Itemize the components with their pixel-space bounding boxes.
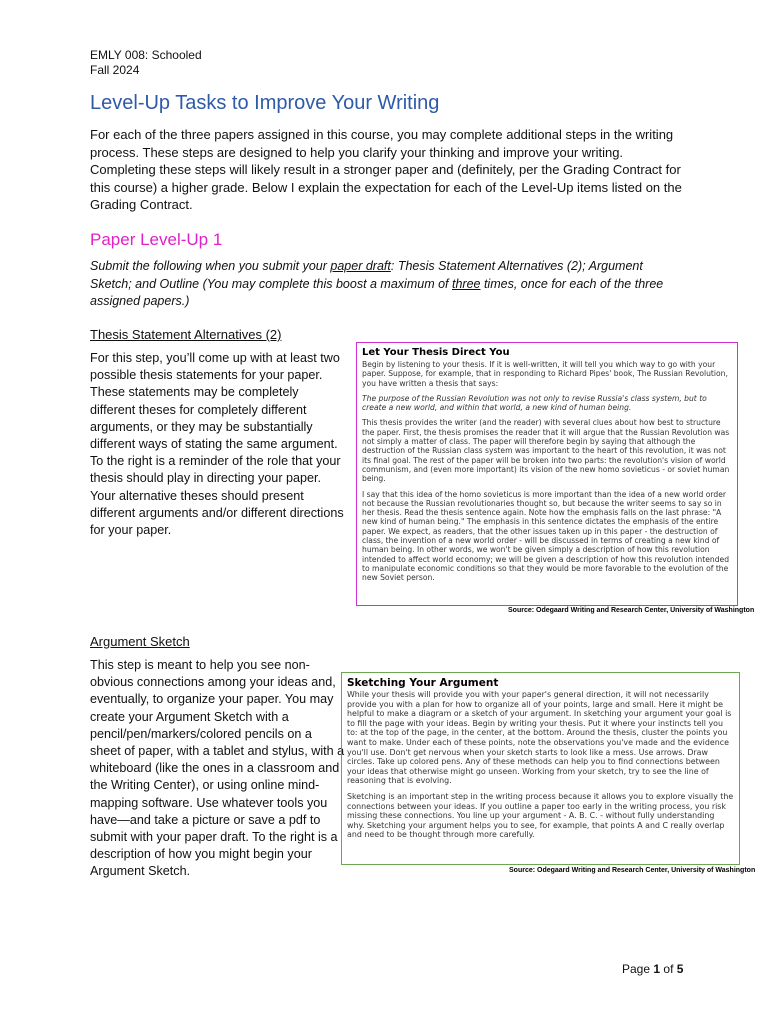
page-number: [622, 962, 683, 976]
sketch-excerpt-paragraph: Sketching is an important step in the writing process because it allows you to explore visually the connections between your ideas. If you outline a paper too early in the writing process, you risk missing these connections. You line up your argument - A. B. C. - without fully understanding why. Sketching your argument helps you to see, for example, that points A and C really overlap and need to be thought through more carefully.: [347, 791, 734, 840]
three-underline: three: [451, 276, 481, 291]
thesis-source-credit: Source: Odegaard Writing and Research Center, University of Washington: [508, 607, 755, 614]
page-total: 5: [676, 962, 684, 976]
thesis-excerpt-quote: The purpose of the Russian Revolution was not only to revise Russia's class system, but to create a new world, and within that world, a new kind of human being.: [362, 393, 707, 413]
submission-note-part: : Thesis Statement Alternatives (2); Argument Sketch; and Outline (You may complete this boost a maximum of: [90, 259, 643, 291]
thesis-section-body: For this step, you’ll come up with at least two possible thesis statements for your paper. These statements may be completely different theses for completely different arguments, or they may be substantially different ways of stating the same argument. To the right is a reminder of the role that your thesis should play in directing your paper. Your alternative theses should present different arguments and/or different directions for your paper.: [90, 351, 344, 538]
course-title: EMLY 008: Schooled: [90, 48, 202, 62]
thesis-excerpt-paragraph: This thesis provides the writer (and the reader) with several clues about how best to structure the paper. First, the thesis promises the reader that it will argue that the Russian Revolution was not simply a matter of class. The paper will therefore begin by saying that although the destruction of the Russian class system was important to the heart of this revolution, it was not its final goal. The rest of the paper will be broken into two parts: the revolution's vision of world communism, and (even more important) its vision of the new homo sovieticus - or soviet human being.: [362, 418, 730, 484]
sketch-source-credit: Source: Odegaard Writing and Research Center, University of Washington: [509, 867, 756, 874]
sketch-section-body: This step is meant to help you see non-obvious connections among your ideas and, eventually, to organize your paper. You may create your Argument Sketch with a pencil/pen/markers/colored pencils on a sheet of paper, with a tablet and stylus, with a whiteboard (like the ones in a classroom and the Writing Center), or using online mind-mapping software. Use whatever tools you have—and take a picture or save a pdf to submit with your paper draft. To the right is a description of how you might begin your Argument Sketch.: [90, 658, 345, 879]
page-current: 1: [653, 962, 661, 976]
sketch-excerpt-paragraph: While your thesis will provide you with your paper's general direction, it will not necessarily provide you with a plan for how to organize all of your points, large and small. Here it might be helpful to make a diagram or a sketch of your argument. In sketching your argument your goal is to fill the page with your ideas. Begin by writing your thesis. Put it where your instincts tell you to: at the top of the page, in the center, at the bottom. Around the thesis, cluster the points you want to make. Under each of these points, note the observations you've made and the evidence you'll use. Don't get nervous when your sketch starts to look like a mess. Use arrows. Draw circles. Take up colored pens. Any of these methods can help you to find connections between your ideas that otherwise might go unseen. Working from your sketch, try to see the line of reasoning that is evolving.: [347, 690, 732, 786]
page-label: Page: [622, 962, 651, 976]
submission-note: [90, 258, 670, 311]
intro-paragraph: For each of the three papers assigned in this course, you may complete additional steps in the writing process. These steps are designed to help you clarify your thinking and improve your writing. Completing these steps will likely result in a stronger paper and (definitely, per the Grading Contract for this course) a higher grade. Below I explain the expectation for each of the Level-Up items listed on the Grading Contract.: [90, 127, 682, 212]
page-of: of: [663, 962, 674, 976]
sketch-excerpt-title: Sketching Your Argument: [347, 677, 499, 689]
submission-note-part: times, once for each of the three assigned papers.): [90, 276, 664, 308]
thesis-excerpt-paragraph: Begin by listening to your thesis. If it is well-written, it will tell you which way to go with your paper. Suppose, for example, that in responding to Richard Pipes' book, The Russian Revolution, you have written a thesis that says:: [362, 360, 728, 388]
paper-draft-underline: paper draft: [330, 259, 391, 273]
sketch-section-heading: Argument Sketch: [90, 634, 190, 649]
page-title: Level-Up Tasks to Improve Your Writing: [90, 92, 440, 114]
sketch-excerpt-box: [341, 672, 740, 865]
level-up-1-heading: Paper Level-Up 1: [90, 230, 223, 249]
thesis-excerpt-paragraph: I say that this idea of the homo sovieticus is more important than the idea of a new world order not because the Russian revolutionaries thought so, but because the writer seems to say so in her thesis. Read the thesis sentence again. Note how the emphasis falls on the last phrase: "A new kind of human being." The emphasis in this sentence dictates the emphasis of the entire paper. We expect, as readers, that the other issues taken up in this paper - the destruction of class, the invention of a new world order - will be discussed in terms of creating a new kind of human being. In other words, we won't be given simply a description of how this revolution intended to affect world economy; we will be given a description of how this revolution intended to manipulate economic conditions so that they would be more favorable to the evolution of the new Soviet person.: [362, 489, 730, 583]
course-term: Fall 2024: [90, 63, 140, 77]
thesis-excerpt-box: [356, 342, 738, 606]
submission-note-part: Submit the following when you submit your: [90, 259, 331, 273]
thesis-excerpt-title: Let Your Thesis Direct You: [362, 347, 510, 358]
thesis-section-heading: Thesis Statement Alternatives (2): [90, 327, 282, 342]
